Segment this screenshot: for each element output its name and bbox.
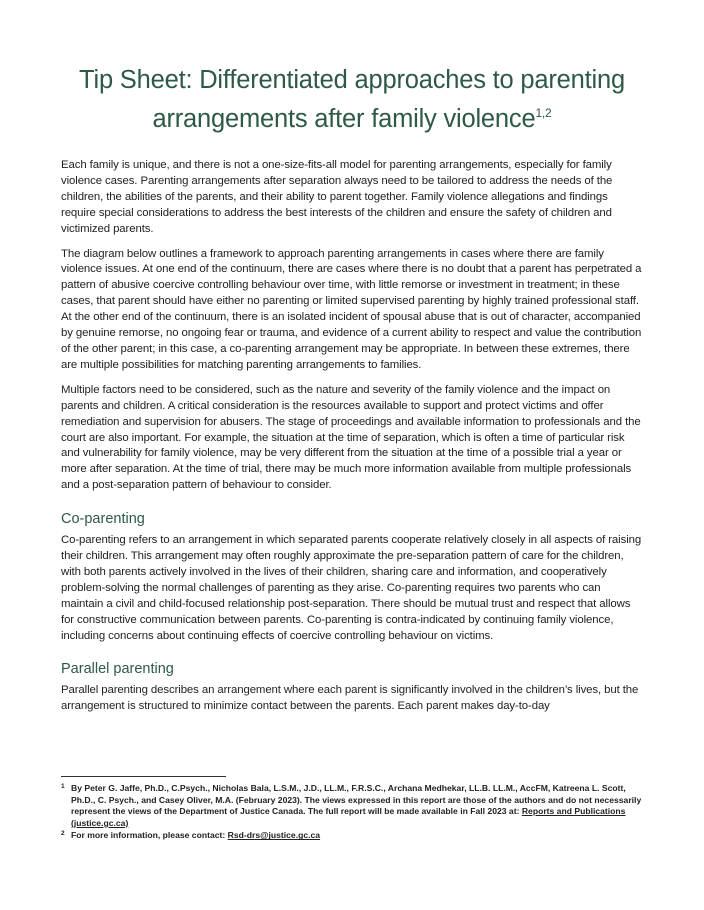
footnote-1 [61,783,645,829]
section-paragraph-co-parenting: Co-parenting refers to an arrangement in which separated parents cooperate relatively closely in all aspects of raising their children. This arrangement may often roughly approximate the pre-separation pattern of care for the children, with both parents actively involved in the lives of their children, sharing care and information, and cooperatively problem-solving the normal challenges of parenting as they arise. Co-parenting requires two parents who can maintain a civil and child-focused relationship post-separation. There should be mutual trust and respect that allows for constructive communication between parents. Co-parenting is contra-indicated by continuing family violence, including concerns about continuing effects of coercive controlling behaviour on victims. [61,534,642,642]
section-paragraph-parallel-parenting: Parallel parenting describes an arrangement where each parent is significantly involved in the children’s lives, but the arrangement is structured to minimize contact between the parents. Each parent makes day-to-day [61,684,639,713]
intro-paragraph: Each family is unique, and there is not a one-size-fits-all model for parenting arrangements, especially for family violence cases. Parenting arrangements after separation always need to be tailored to address the needs of the children, the abilities of the parents, and their ability to parent together. Family violence allegations and findings require special considerations to address the best interests of the children and ensure the safety of children and victimized parents. [61,159,613,235]
section-heading-parallel-parenting: Parallel parenting [61,661,174,678]
footnote-number: 2 [61,830,65,838]
page-title [40,64,664,136]
title-line-2-text: arrangements after family violence [152,105,536,133]
section-heading-co-parenting: Co-parenting [61,511,145,528]
footnotes [61,783,645,843]
footnote-text: By Peter G. Jaffe, Ph.D., C.Psych., Nicholas Bala, L.S.M., J.D., LL.M., F.R.S.C., Archana Medhekar, LL.B. LL.M., AccFM, Katreena L. Scott, Ph.D., C. Psych., and Casey Oliver, M.A. (February 2023). The views expressed in this report are those of the authors and do not necessarily represent the views of the Department of Justice Canada. The full report will be made available in Fall 2023 at: [71,783,642,817]
title-footnote-ref[interactable]: 1,2 [535,106,552,120]
reports-publications-link[interactable]: Reports and Publications (justice.gc.ca) [71,806,626,828]
footnote-divider [61,776,226,777]
intro-paragraph: The diagram below outlines a framework to approach parenting arrangements in cases where there are family violence issues. At one end of the continuum, there are cases where there is no doubt that a parent has perpetrated a pattern of abusive coercive controlling behaviour over time, with little remorse or investment in treatment; in these cases, that parent should have either no parenting or limited supervised parenting by highly trained professional staff. At the other end of the continuum, there is an isolated incident of spousal abuse that is out of character, accompanied by genuine remorse, no ongoing fear or trauma, and evidence of a current ability to respect and value the contribution of the other parent; in this case, a co-parenting arrangement may be appropriate. In between these extremes, there are multiple possibilities for matching parenting arrangements to families. [61,247,642,371]
contact-email-link[interactable]: Rsd-drs@justice.gc.ca [227,830,321,841]
footnote-number: 1 [61,783,65,790]
intro-paragraph: Multiple factors need to be considered, such as the nature and severity of the family violence and the impact on parents and children. A critical consideration is the resources available to support and protect victims and offer remediation and supervision for abusers. The stage of proceedings and available information to professionals and the court are also important. For example, the situation at the time of separation, which is often a time of particular risk and vulnerability for family violence, may be very different from the situation at the time of a possible trial a year or more after separation. At the time of trial, there may be much more information available from multiple professionals and a post-separation pattern of behaviour to consider. [61,383,641,492]
title-line-2 [40,97,664,136]
title-line-1: Tip Sheet: Differentiated approaches to parenting [79,66,625,94]
document-body [61,158,645,724]
footnote-2 [61,830,645,842]
footnote-text: For more information, please contact: [71,830,228,841]
